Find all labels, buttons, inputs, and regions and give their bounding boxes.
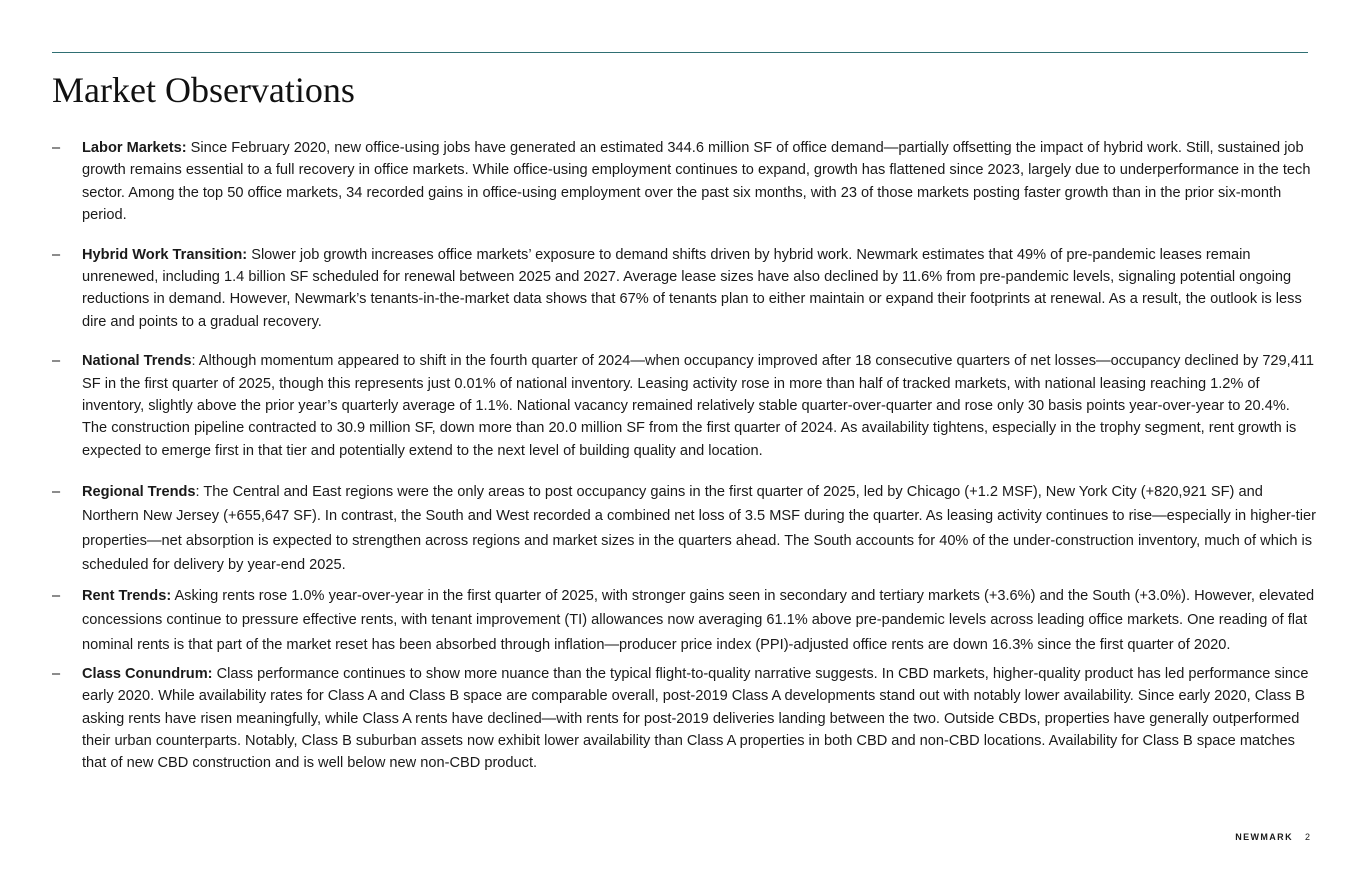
bullet-dash: – (52, 353, 61, 370)
bullet-heading: Hybrid Work Transition: (82, 246, 248, 263)
bullet-national-trends (52, 350, 1316, 462)
observations-list (52, 137, 1316, 775)
bullet-dash: – (52, 140, 61, 156)
header-divider (52, 52, 1308, 53)
bullet-rent-trends (52, 584, 1316, 657)
page-footer (1235, 831, 1310, 843)
bullet-dash: – (52, 665, 61, 682)
bullet-heading: National Trends (82, 353, 192, 370)
bullet-heading: Class Conundrum: (82, 665, 213, 682)
bullet-heading: Regional Trends (82, 484, 196, 501)
brand-logo-text: NEWMARK (1235, 832, 1293, 842)
bullet-heading: Rent Trends: (82, 588, 172, 605)
bullet-labor-markets (52, 137, 1316, 227)
bullet-body: Slower job growth increases office markets’ exposure to demand shifts driven by hybrid work. Newmark estimates that 49% of pre-pandemic leases remain unrenewed, including 1.4 billion SF scheduled for renewal between 2025 and 2027. Average lease sizes have also declined by 11.6% from pre-pandemic levels, signaling potential ongoing reductions in demand. However, Newmark’s tenants-in-the-market data shows that 67% of tenants plan to either maintain or expand their footprints at renewal. As a result, the outlook is less dire and points to a gradual recovery. (82, 246, 1302, 330)
page-number: 2 (1304, 832, 1310, 842)
bullet-dash: – (52, 484, 61, 501)
bullet-class-conundrum (52, 663, 1316, 775)
bullet-body: : The Central and East regions were the only areas to post occupancy gains in the first quarter of 2025, led by Chicago (+1.2 MSF), New York City (+820,921 SF) and Northern New Jersey (+655,647 SF). In contrast, the South and West recorded a combined net loss of 3.5 MSF during the quarter. As leasing activity continues to rise—especially in higher-tier properties—net absorption is expected to strengthen across regions and market sizes in the quarters ahead. The South accounts for 40% of the under-construction inventory, much of which is scheduled for delivery by year-end 2025. (82, 484, 1316, 573)
bullet-hybrid-work (52, 244, 1316, 334)
bullet-body: Since February 2020, new office-using jobs have generated an estimated 344.6 million SF of office demand—partially offsetting the impact of hybrid work. Still, sustained job growth remains essential to a full recovery in office markets. While office-using employment continues to expand, growth has flattened since 2023, largely due to underperformance in the tech sector. Among the top 50 office markets, 34 recorded gains in office-using employment over the past six months, with 23 of those markets posting faster growth than in the prior six-month period. (82, 140, 1311, 224)
page-title: Market Observations (52, 70, 355, 110)
bullet-dash: – (52, 588, 61, 605)
bullet-body: Asking rents rose 1.0% year-over-year in the first quarter of 2025, with stronger gains seen in secondary and tertiary markets (+3.6%) and the South (+3.0%). However, elevated concessions continue to pressure effective rents, with tenant improvement (TI) allowances now averaging 61.1% above pre-pandemic levels across leading office markets. One reading of flat nominal rents is that part of the market reset has been absorbed through inflation—producer price index (PPI)-adjusted office rents are down 16.3% since the first quarter of 2020. (82, 588, 1315, 653)
bullet-body: : Although momentum appeared to shift in the fourth quarter of 2024—when occupancy improved after 18 consecutive quarters of net losses—occupancy declined by 729,411 SF in the first quarter of 2025, though this represents just 0.01% of national inventory. Leasing activity rose in more than half of tracked markets, with national leasing reaching 1.2% of inventory, slightly above the prior year’s quarterly average of 1.1%. National vacancy remained relatively stable quarter-over-quarter and rose only 30 basis points year-over-year to 20.4%. The construction pipeline contracted to 30.9 million SF, down more than 20.0 million SF from the first quarter of 2024. As availability tightens, especially in the trophy segment, rent growth is expected to emerge first in that tier and potentially extend to the next level of building quality and location. (82, 353, 1314, 459)
bullet-dash: – (52, 246, 61, 263)
bullet-heading: Labor Markets: (82, 140, 187, 156)
bullet-regional-trends (52, 480, 1316, 577)
bullet-body: Class performance continues to show more nuance than the typical flight-to-quality narrative suggests. In CBD markets, higher-quality product has led performance since early 2020. While availability rates for Class A and Class B space are comparable overall, post-2019 Class A developments stand out with notably lower availability. Since early 2020, Class B asking rents have risen meaningfully, while Class A rents have declined—with rents for post-2019 deliveries landing between the two. Outside CBDs, properties have generally outperformed their urban counterparts. Notably, Class B suburban assets now exhibit lower availability than Class A properties in both CBD and non-CBD locations. Availability for Class B space matches that of new CBD construction and is well below new non-CBD product. (82, 665, 1309, 772)
